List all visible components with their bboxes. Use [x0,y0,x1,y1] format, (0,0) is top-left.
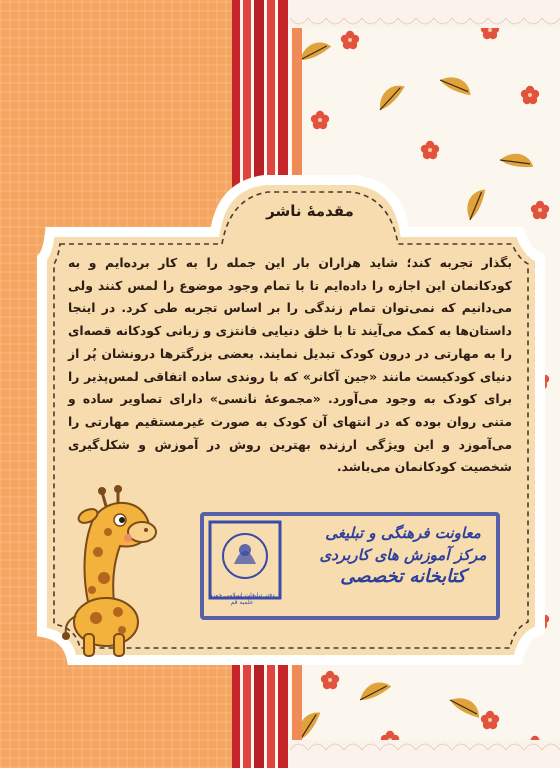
stamp-line-1: معاونت فرهنگی و تبلیغی [325,524,481,542]
stamp-line-3: کتابخانه تخصصی [340,566,466,587]
publisher-introduction-text: بگذار تجربه کند؛ شاید هزاران بار این جمله را به کار برده‌ایم و به کودکانمان این اجازه را داده‌ایم تا با تمام وجود موضوع را لمس کنند ولی می‌دانیم که نمی‌توان تمام زندگی را بر اساس تجربه طی کرد. در اینجا داستان‌ها به کمک می‌آیند تا با خلق دنیایی فانتزی و زبانی کودکانه قصه‌ای را به مهارتی در درون کودک تبدیل نمایند. بعضی بزرگترها درونشان پُر از دنیای کودکیست مانند «جین آکانر» که با روندی ساده اتفاقی لمس‌پذیر را برای کودک به وجود می‌آورد. «مجموعهٔ نانسی» دارای تصاویر ساده و متنی روان بوده که در انتهای آن کودک به صورت غیرمستقیم مهارتی را می‌آموزد و این ویژگی ارزنده بهترین روش در آموزش و شکل‌گیری شخصیت کودکانمان می‌باشد. [68,255,512,475]
stamp-text [318,522,488,588]
stamp-seal-caption: دفتر تبلیغات اسلامی حوزه علمیه قم [209,592,275,606]
stamp-line-2: مرکز آموزش های کاربردی [319,546,487,564]
giraffe-illustration-icon [48,482,168,662]
stamp-seal-icon [206,518,316,602]
page-title: مقدمهٔ ناشر [266,202,354,220]
